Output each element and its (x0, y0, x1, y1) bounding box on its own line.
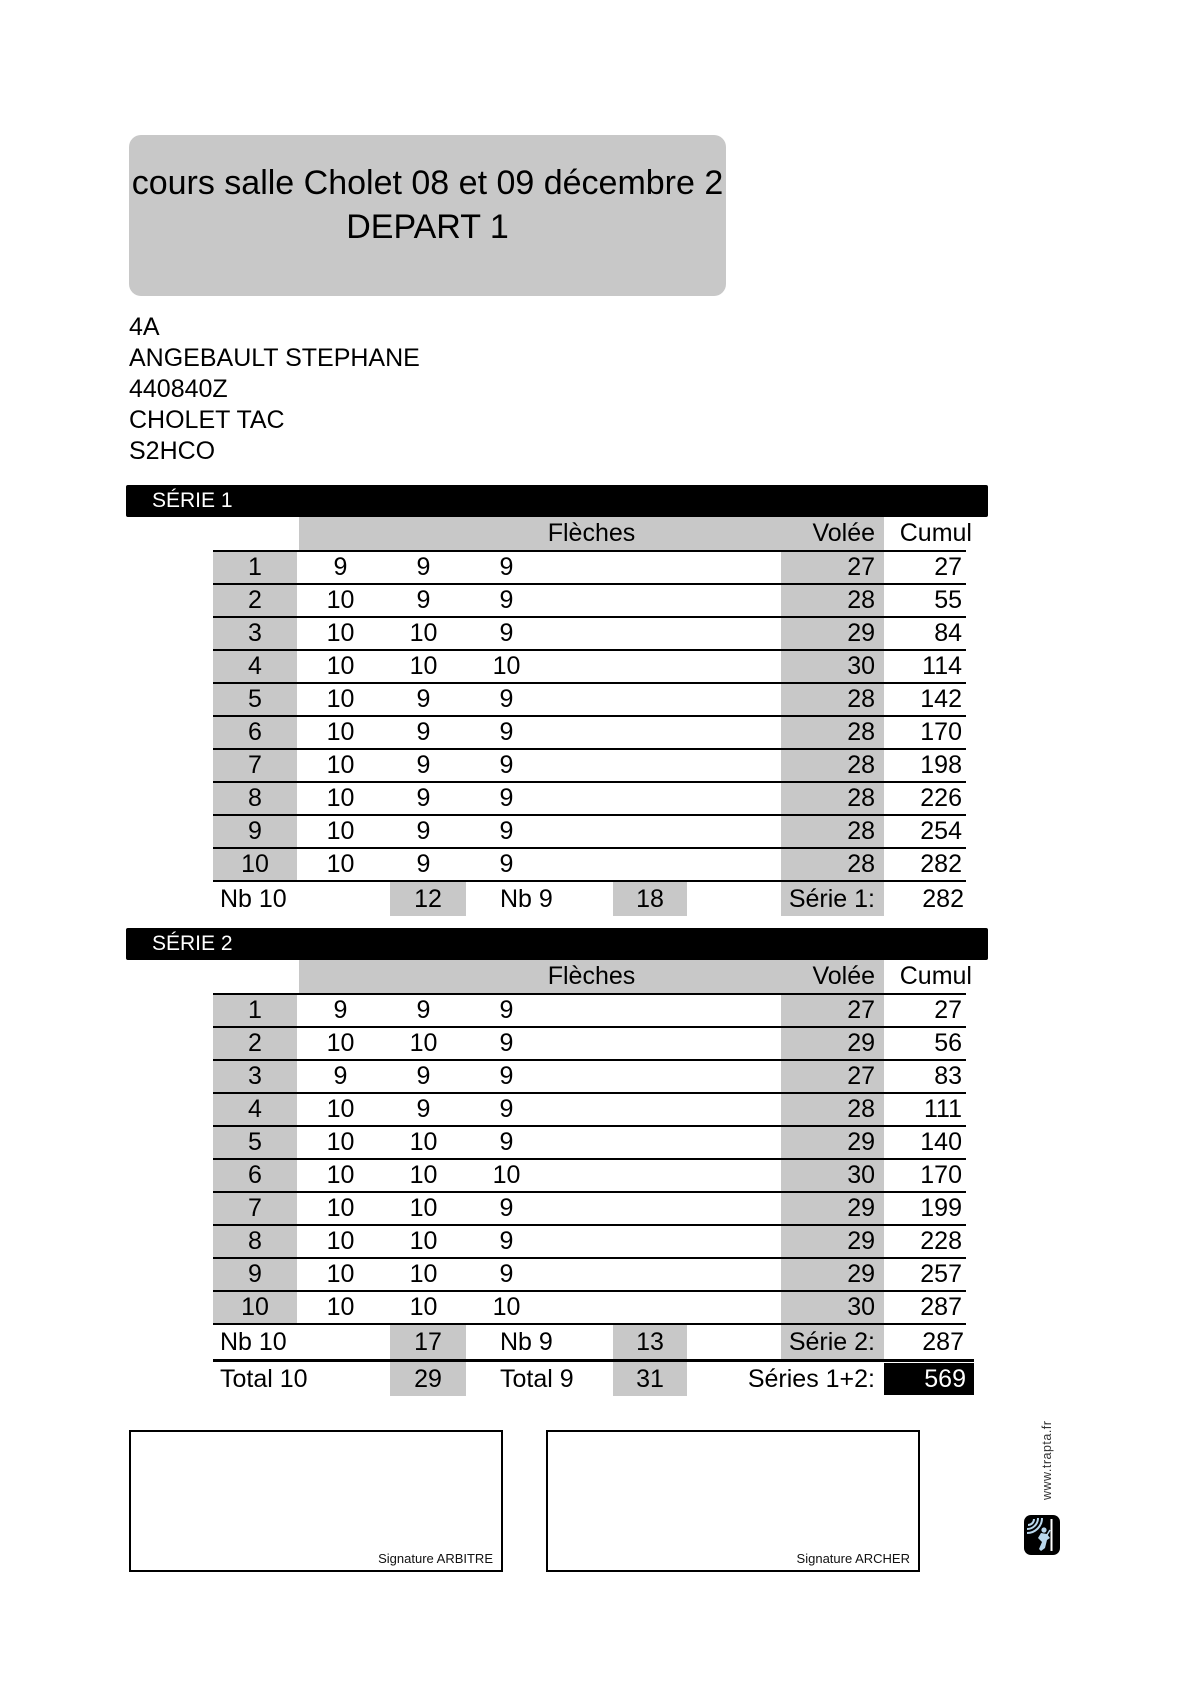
table-row (213, 1158, 966, 1191)
series-1-rows (213, 550, 966, 880)
arrow-1-score: 10 (326, 718, 355, 746)
volley-total: 28 (847, 751, 875, 779)
total10-label: Total 10 (220, 1365, 308, 1393)
volley-total: 30 (847, 1293, 875, 1321)
table-row (213, 1224, 966, 1257)
arrow-2-score: 9 (416, 850, 431, 878)
series-1-total-value: 282 (922, 885, 964, 913)
arrow-3-score: 9 (499, 1260, 514, 1288)
volley-number-cell: 1 (248, 996, 262, 1024)
table-row (213, 1026, 966, 1059)
series-1-footer-row (213, 882, 974, 916)
arrow-3-score: 9 (499, 850, 514, 878)
arrow-2-score: 10 (409, 1227, 438, 1255)
grand-total-value-box: 569 (884, 1363, 974, 1395)
category-code: S2HCO (129, 437, 216, 465)
volley-total: 28 (847, 817, 875, 845)
volley-column-header: Volée (812, 519, 875, 547)
club-name: CHOLET TAC (129, 406, 285, 434)
total9-label: Total 9 (500, 1365, 574, 1393)
table-row (213, 550, 966, 583)
arrow-2-score: 10 (409, 1128, 438, 1156)
volley-number-cell: 4 (248, 1095, 262, 1123)
volley-total: 29 (847, 1260, 875, 1288)
arrow-2-score: 10 (409, 1029, 438, 1057)
volley-total: 28 (847, 1095, 875, 1123)
grand-totals-row (213, 1362, 974, 1396)
table-row (213, 715, 966, 748)
volley-number-cell: 6 (248, 1161, 262, 1189)
volley-total: 29 (847, 1227, 875, 1255)
arrow-2-score: 9 (416, 553, 431, 581)
volley-total: 27 (847, 1062, 875, 1090)
nb9-value-box: 18 (613, 882, 687, 916)
volley-total: 29 (847, 1029, 875, 1057)
arrow-2-score: 9 (416, 817, 431, 845)
volley-total: 27 (847, 553, 875, 581)
cumulative-total: 287 (920, 1293, 962, 1321)
arrow-1-score: 10 (326, 652, 355, 680)
series-2-total-value: 287 (922, 1328, 964, 1356)
depart-title: DEPART 1 (346, 208, 509, 246)
arrow-1-score: 9 (333, 1062, 348, 1090)
arrow-3-score: 9 (499, 751, 514, 779)
cumulative-total: 83 (934, 1062, 962, 1090)
volley-total: 30 (847, 652, 875, 680)
volley-number-cell: 8 (248, 784, 262, 812)
arrow-1-score: 10 (326, 817, 355, 845)
arrow-3-score: 9 (499, 718, 514, 746)
cumulative-total: 142 (920, 685, 962, 713)
volley-total: 28 (847, 586, 875, 614)
volley-number-cell: 5 (248, 1128, 262, 1156)
arrow-1-score: 10 (326, 1128, 355, 1156)
table-row (213, 649, 966, 682)
arrow-1-score: 10 (326, 586, 355, 614)
table-row (213, 1059, 966, 1092)
arrow-1-score: 10 (326, 1029, 355, 1057)
arrow-3-score: 10 (492, 1161, 521, 1189)
arrows-column-header: Flèches (547, 962, 636, 990)
volley-total: 28 (847, 784, 875, 812)
volley-number-cell: 4 (248, 652, 262, 680)
nb9-label: Nb 9 (500, 1328, 553, 1356)
referee-signature-label: Signature ARBITRE (378, 1551, 493, 1566)
arrow-3-score: 9 (499, 784, 514, 812)
table-row (213, 616, 966, 649)
referee-signature-box (129, 1430, 503, 1572)
arrow-2-score: 9 (416, 1062, 431, 1090)
volley-total: 28 (847, 850, 875, 878)
total10-value-box: 29 (390, 1362, 466, 1396)
arrow-3-score: 9 (499, 996, 514, 1024)
arrow-3-score: 9 (499, 1194, 514, 1222)
volley-number-cell: 7 (248, 1194, 262, 1222)
arrows-column-header: Flèches (547, 519, 636, 547)
volley-total: 29 (847, 1194, 875, 1222)
volley-total: 28 (847, 685, 875, 713)
series-2-footer-row (213, 1325, 974, 1359)
volley-number-cell: 1 (248, 553, 262, 581)
arrow-3-score: 9 (499, 1095, 514, 1123)
arrow-2-score: 9 (416, 718, 431, 746)
arrow-3-score: 9 (499, 817, 514, 845)
table-row (213, 1125, 966, 1158)
volley-total: 27 (847, 996, 875, 1024)
arrow-2-score: 10 (409, 1293, 438, 1321)
volley-number-cell: 9 (248, 1260, 262, 1288)
cumulative-total: 254 (920, 817, 962, 845)
cumulative-total: 84 (934, 619, 962, 647)
volley-column-header: Volée (812, 962, 875, 990)
nb10-label: Nb 10 (220, 1328, 287, 1356)
cumulative-total: 114 (922, 652, 962, 680)
volley-total: 28 (847, 718, 875, 746)
arrow-1-score: 10 (326, 1293, 355, 1321)
arrow-1-score: 9 (333, 553, 348, 581)
volley-number-cell: 6 (248, 718, 262, 746)
trapta-archer-logo-icon (1024, 1515, 1060, 1555)
table-row (213, 583, 966, 616)
nb10-value-box: 17 (390, 1325, 466, 1359)
volley-number-cell: 10 (241, 1293, 269, 1321)
series-1-header-row (213, 517, 974, 550)
cumulative-total: 198 (920, 751, 962, 779)
arrow-1-score: 10 (326, 784, 355, 812)
volley-number-cell: 10 (241, 850, 269, 878)
arrow-2-score: 9 (416, 685, 431, 713)
nb9-label: Nb 9 (500, 885, 553, 913)
total9-value-box: 31 (613, 1362, 687, 1396)
arrow-1-score: 10 (326, 850, 355, 878)
arrow-1-score: 10 (326, 1194, 355, 1222)
volley-number-cell: 8 (248, 1227, 262, 1255)
series-2-bar: SÉRIE 2 (126, 928, 988, 960)
arrow-2-score: 9 (416, 751, 431, 779)
cumulative-total: 111 (923, 1095, 962, 1123)
volley-number-cell: 9 (248, 817, 262, 845)
cumulative-total: 170 (920, 718, 962, 746)
cumulative-total: 170 (920, 1161, 962, 1189)
series-2-total-label: Série 2: (788, 1328, 875, 1356)
archer-signature-label: Signature ARCHER (796, 1551, 910, 1566)
archer-name: ANGEBAULT STEPHANE (129, 344, 420, 372)
nb9-value-box: 13 (613, 1325, 687, 1359)
arrow-3-score: 10 (492, 1293, 521, 1321)
arrow-1-score: 10 (326, 619, 355, 647)
table-row (213, 1257, 966, 1290)
arrow-2-score: 10 (409, 652, 438, 680)
cumulative-total: 140 (920, 1128, 962, 1156)
arrow-2-score: 10 (409, 619, 438, 647)
table-row (213, 1191, 966, 1224)
arrow-1-score: 10 (326, 1227, 355, 1255)
arrow-3-score: 9 (499, 1227, 514, 1255)
arrow-1-score: 10 (326, 1095, 355, 1123)
archer-info (129, 312, 420, 467)
series-1-total-label: Série 1: (788, 885, 875, 913)
arrow-2-score: 10 (409, 1161, 438, 1189)
cumulative-total: 282 (920, 850, 962, 878)
volley-total: 29 (847, 1128, 875, 1156)
volley-total: 29 (847, 619, 875, 647)
volley-number-cell: 3 (248, 1062, 262, 1090)
table-row (213, 993, 966, 1026)
volley-number-cell: 7 (248, 751, 262, 779)
table-row (213, 748, 966, 781)
volley-number-cell: 2 (248, 1029, 262, 1057)
arrow-1-score: 10 (326, 685, 355, 713)
arrow-2-score: 10 (409, 1260, 438, 1288)
arrow-1-score: 10 (326, 1161, 355, 1189)
nb10-value-box: 12 (390, 882, 466, 916)
cumulative-total: 56 (934, 1029, 962, 1057)
volley-total: 30 (847, 1161, 875, 1189)
arrow-3-score: 9 (499, 619, 514, 647)
volley-number-cell: 3 (248, 619, 262, 647)
arrow-2-score: 9 (416, 586, 431, 614)
archer-signature-box (546, 1430, 920, 1572)
table-row (213, 814, 966, 847)
arrow-2-score: 9 (416, 784, 431, 812)
license-number: 440840Z (129, 375, 228, 403)
series-2-header-row (213, 960, 974, 993)
arrow-2-score: 9 (416, 1095, 431, 1123)
arrow-2-score: 9 (416, 996, 431, 1024)
table-row (213, 847, 966, 880)
cumulative-total: 257 (920, 1260, 962, 1288)
competition-title: cours salle Cholet 08 et 09 décembre 2 (131, 164, 724, 202)
arrow-3-score: 9 (499, 1128, 514, 1156)
website-url: www.trapta.fr (1040, 1420, 1054, 1500)
cumulative-total: 228 (920, 1227, 962, 1255)
arrow-3-score: 9 (499, 1029, 514, 1057)
cumulative-total: 27 (934, 553, 962, 581)
arrow-3-score: 9 (499, 685, 514, 713)
arrow-3-score: 9 (499, 1062, 514, 1090)
table-row (213, 781, 966, 814)
arrow-1-score: 9 (333, 996, 348, 1024)
cumulative-total: 55 (934, 586, 962, 614)
table-row (213, 682, 966, 715)
arrow-2-score: 10 (409, 1194, 438, 1222)
arrow-1-score: 10 (326, 1260, 355, 1288)
table-row (213, 1290, 966, 1323)
series-2-rows (213, 993, 966, 1323)
arrow-1-score: 10 (326, 751, 355, 779)
cumul-column-header: Cumul (899, 962, 972, 990)
table-row (213, 1092, 966, 1125)
arrow-3-score: 9 (499, 553, 514, 581)
arrow-3-score: 9 (499, 586, 514, 614)
arrow-3-score: 10 (492, 652, 521, 680)
volley-number-cell: 2 (248, 586, 262, 614)
grand-total-label: Séries 1+2: (747, 1365, 875, 1393)
cumul-column-header: Cumul (899, 519, 972, 547)
cumulative-total: 226 (920, 784, 962, 812)
target-number: 4A (129, 313, 160, 341)
cumulative-total: 199 (920, 1194, 962, 1222)
nb10-label: Nb 10 (220, 885, 287, 913)
cumulative-total: 27 (934, 996, 962, 1024)
series-1-bar: SÉRIE 1 (126, 485, 988, 517)
title-box (129, 135, 726, 296)
volley-number-cell: 5 (248, 685, 262, 713)
